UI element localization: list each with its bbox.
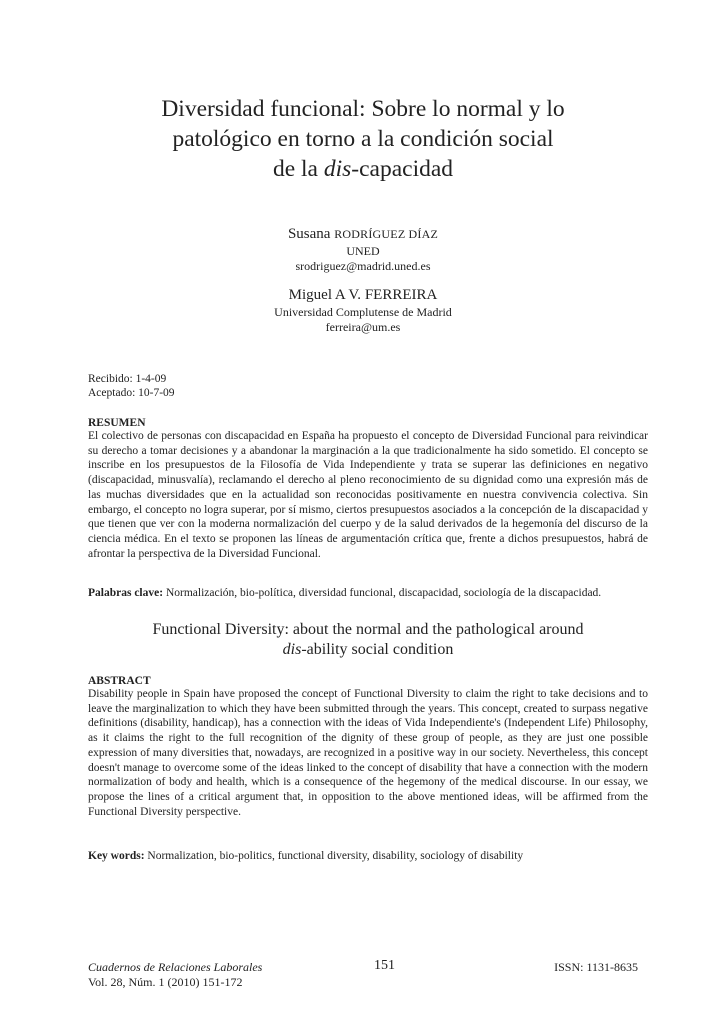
author-2-surname: FERREIRA xyxy=(364,287,438,303)
abstract-text: Disability people in Spain have proposed the concept of Functional Diversity to claim the right to take decisions and to leave the marginalization to which they have been submitted through the years. This concept, created to surpass negative definitions (disability, handicap), has a connection with the ideas of Vida Independiente's (Independent Life) Philosophy, as it claims the right to the full recognition of the dignity of these group of people, as they are just one possible expression of many diversities that, nowadays, are recognized in a positive way in our society. Nevertheless, this concept doesn't manage to overcome some of the ideas linked to the concept of disability that have a connection with the modern normalization of body and health, which is a consequence of the hegemony of the medical discourse. In our essay, we propose the lines of a critical argument that, in opposition to the above mentioned ideas, will be affirmed from the Functional Diversity perspective. xyxy=(88,688,648,818)
title-line-2: patológico en torno a la condición social xyxy=(172,126,554,152)
author-2-given: Miguel A V. xyxy=(288,287,365,303)
title-line-3-pre: de la xyxy=(272,156,324,182)
resumen-heading: RESUMEN xyxy=(88,417,146,429)
footer-journal-info xyxy=(88,960,262,990)
english-title xyxy=(88,620,648,660)
page-number: 151 xyxy=(374,958,395,973)
author-1-email: srodriguez@madrid.uned.es xyxy=(295,259,431,273)
accepted-date: Aceptado: 10-7-09 xyxy=(88,387,175,399)
title-line-3 xyxy=(60,154,666,184)
paper-title xyxy=(60,94,666,184)
keywords-spanish xyxy=(88,586,648,601)
author-1-given: Susana xyxy=(287,226,335,242)
footer-issn: ISSN: 1131-8635 xyxy=(554,960,638,974)
received-date: Recibido: 1-4-09 xyxy=(88,373,167,385)
english-title-line-1: Functional Diversity: about the normal and the pathological around xyxy=(152,621,584,638)
english-title-line-2-italic: dis xyxy=(282,641,302,658)
author-2-name xyxy=(0,287,726,304)
keywords-english-text: Normalization, bio-politics, functional diversity, disability, sociology of disability xyxy=(144,850,524,862)
title-line-3-italic: dis xyxy=(323,156,352,182)
footer-volume: Vol. 28, Núm. 1 (2010) 151-172 xyxy=(88,975,243,989)
abstract-heading: ABSTRACT xyxy=(88,675,151,687)
keywords-spanish-label: Palabras clave: xyxy=(88,587,164,599)
author-2-affiliation: Universidad Complutense de Madrid xyxy=(274,305,452,319)
keywords-english-label: Key words: xyxy=(88,850,145,862)
keywords-english xyxy=(88,849,648,864)
title-line-1: Diversidad funcional: Sobre lo normal y lo xyxy=(161,96,565,122)
footer-journal-name: Cuadernos de Relaciones Laborales xyxy=(88,960,263,974)
resumen-text: El colectivo de personas con discapacidad en España ha propuesto el concepto de Diversidad Funcional para reivindicar su derecho a tomar decisiones y a abandonar la marginación a la que tradicionalmente ha sido sometido. El concepto se inscribe en los presupuestos de la Filosofía de Vida Independiente y trata se superar las definiciones en negativo (discapacidad, minusvalía), reclamando el derecho al pleno reconocimiento de su dignidad como una expresión más de las muchas diversidades que en la actualidad son reconocidas positivamente en nuestra convivencia colectiva. Sin embargo, el concepto no logra superar, por sí mismo, ciertos presupuestos asociados a la concepción de la discapacidad y que tienen que ver con la moderna normalización del cuerpo y de la salud derivados de la hegemonía del discurso de la ciencia médica. En el texto se proponen las líneas de argumentación crítica que, frente a dichos presupuestos, habrá de afrontar la perspectiva de la Diversidad Funcional. xyxy=(88,430,648,560)
author-1-affiliation: UNED xyxy=(346,244,380,258)
author-2-email: ferreira@um.es xyxy=(325,320,401,334)
keywords-spanish-text: Normalización, bio-política, diversidad funcional, discapacidad, sociología de la discapacidad. xyxy=(163,587,602,599)
title-line-3-post: -capacidad xyxy=(351,156,454,182)
author-1-surname: RODRÍGUEZ DÍAZ xyxy=(334,227,439,241)
english-title-line-2-post: -ability social condition xyxy=(301,641,454,658)
submission-dates xyxy=(88,372,175,400)
english-title-line-2 xyxy=(88,640,648,660)
author-1-name xyxy=(0,226,726,243)
